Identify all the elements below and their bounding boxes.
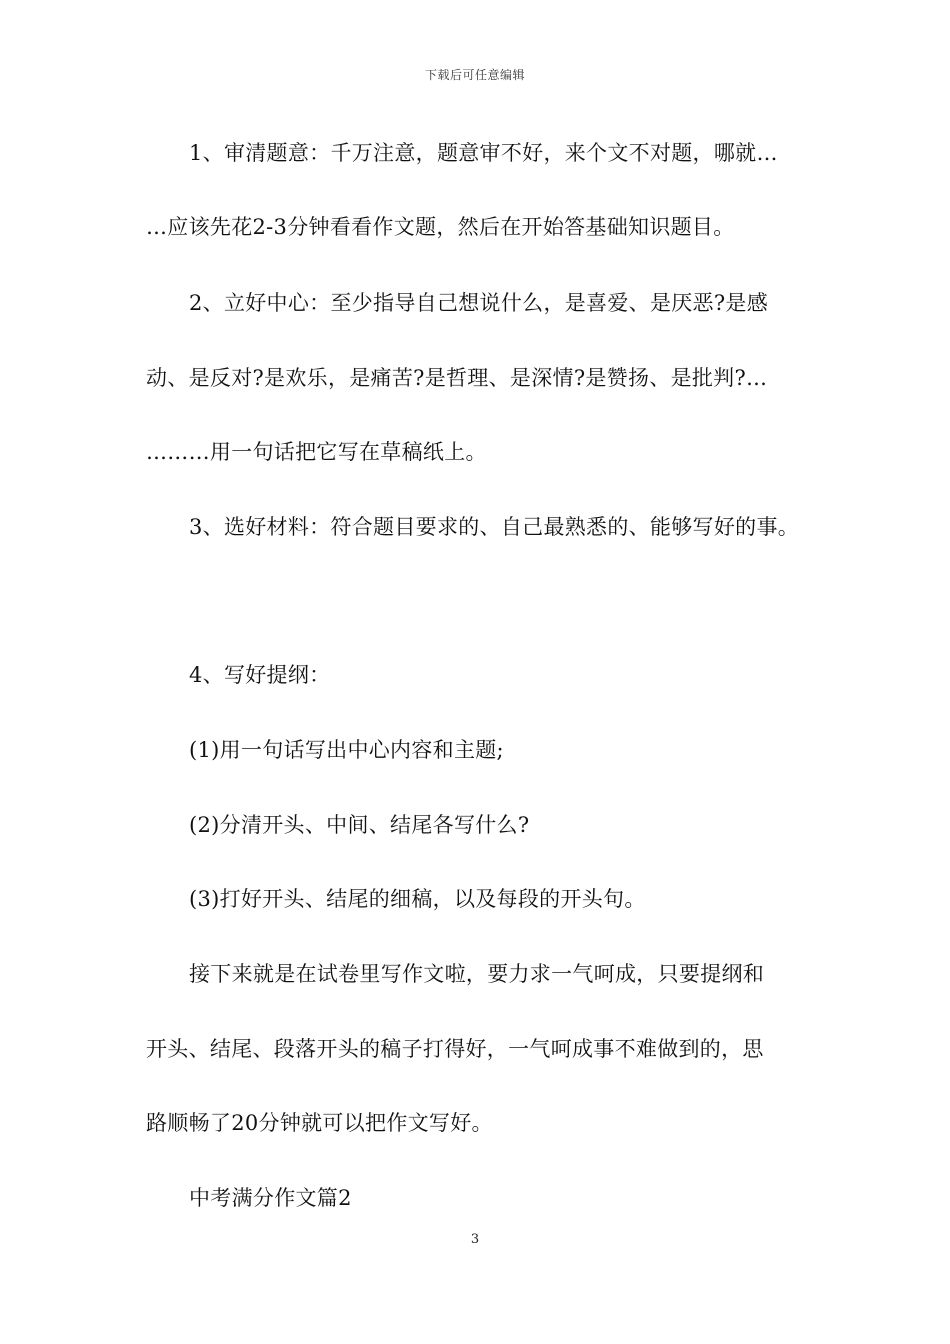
paragraph-line: 动、是反对?是欢乐，是痛苦?是哲理、是深情?是赞扬、是批判?… bbox=[146, 366, 768, 390]
paragraph-line: …应该先花2-3分钟看看作文题，然后在开始答基础知识题目。 bbox=[146, 215, 735, 239]
paragraph-line: 开头、结尾、段落开头的稿子打得好，一气呵成事不难做到的，思 bbox=[146, 1037, 764, 1061]
paragraph-line: (3)打好开头、结尾的细稿，以及每段的开头句。 bbox=[189, 887, 646, 911]
paragraph-line: ………用一句话把它写在草稿纸上。 bbox=[146, 440, 487, 464]
paragraph-line: (2)分清开头、中间、结尾各写什么? bbox=[189, 813, 530, 837]
paragraph-line: (1)用一句话写出中心内容和主题; bbox=[189, 738, 504, 762]
paragraph-line: 路顺畅了20分钟就可以把作文写好。 bbox=[146, 1111, 493, 1135]
paragraph-line: 1、审清题意：千万注意，题意审不好，来个文不对题，哪就… bbox=[189, 141, 778, 165]
page-number: 3 bbox=[470, 1232, 480, 1247]
page-header: 下载后可任意编辑 bbox=[424, 68, 525, 82]
paragraph-line: 3、选好材料：符合题目要求的、自己最熟悉的、能够写好的事。 bbox=[189, 515, 800, 539]
paragraph-line: 接下来就是在试卷里写作文啦，要力求一气呵成，只要提纲和 bbox=[189, 962, 765, 986]
paragraph-line: 4、写好提纲： bbox=[189, 663, 331, 687]
paragraph-line: 2、立好中心：至少指导自己想说什么，是喜爱、是厌恶?是感 bbox=[189, 291, 769, 315]
section-title: 中考满分作文篇2 bbox=[189, 1186, 352, 1210]
